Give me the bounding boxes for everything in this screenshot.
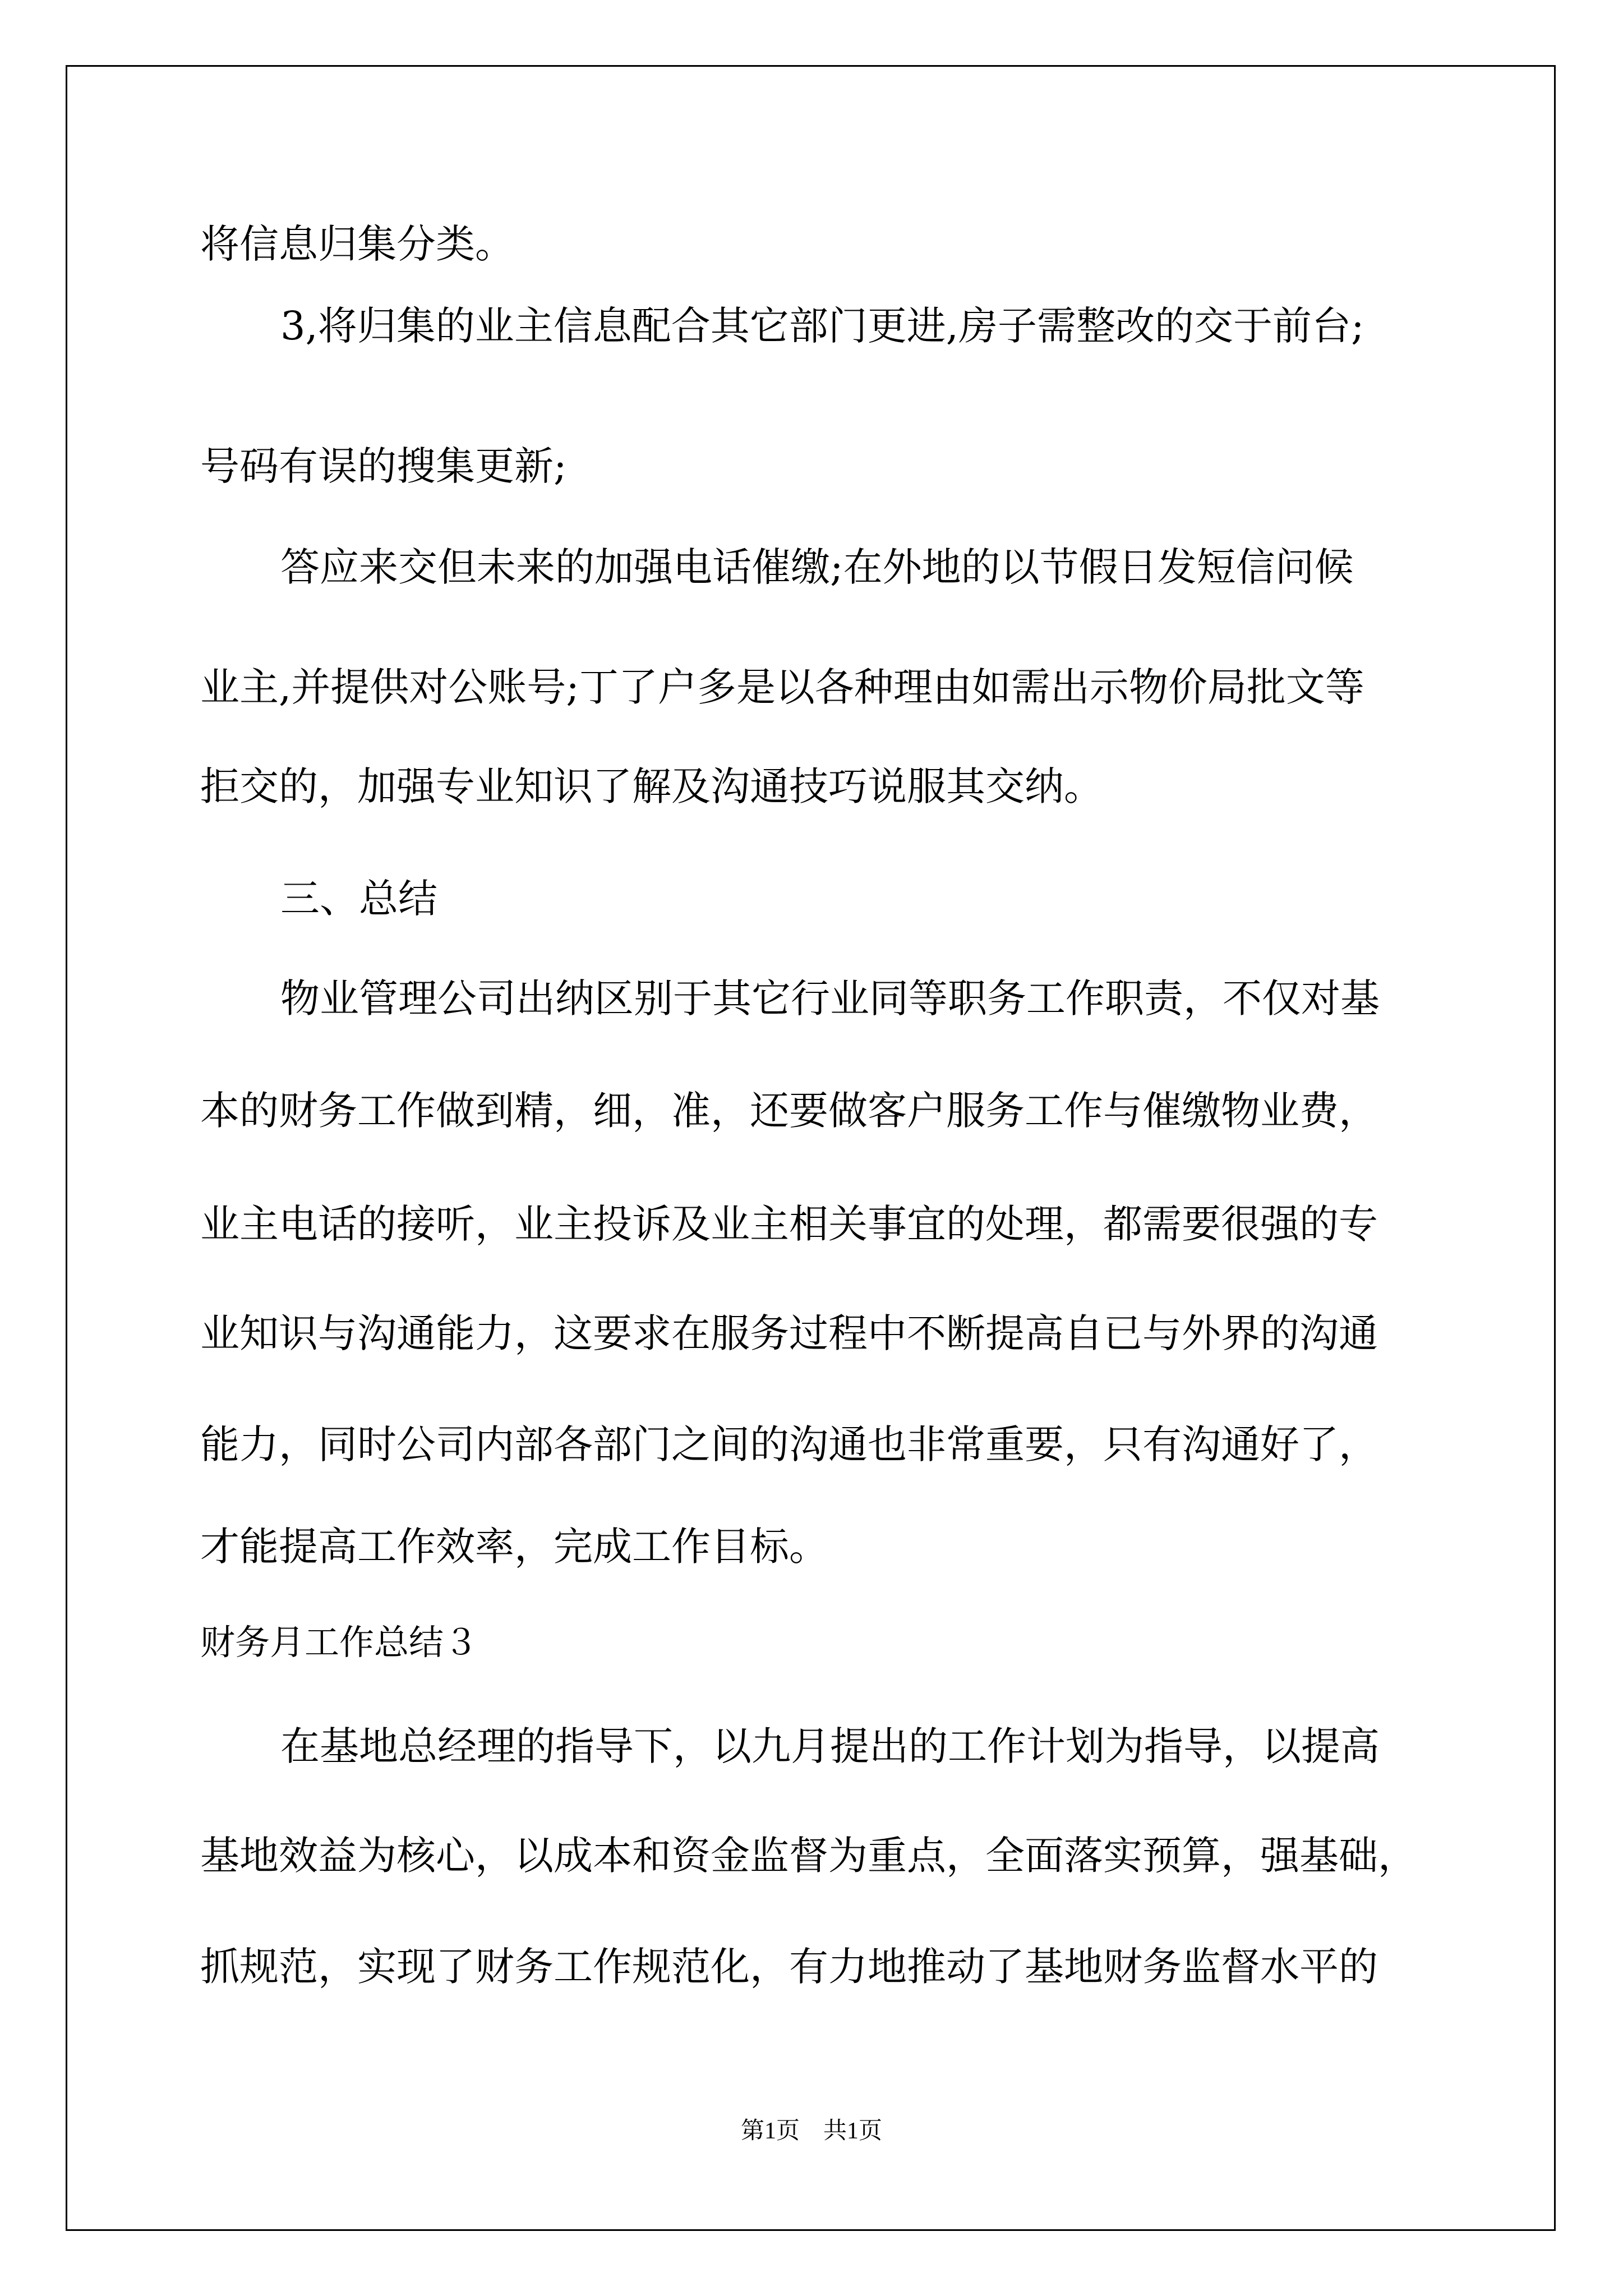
body-line-10: 业知识与沟通能力，这要求在服务过程中不断提高自已与外界的沟通 — [200, 1310, 1378, 1356]
page-border — [66, 65, 1556, 2231]
section-title-monthly-summary-3: 财务月工作总结３ — [200, 1622, 479, 1663]
body-line-7: 物业管理公司出纳区别于其它行业同等职务工作职责，不仅对基 — [280, 976, 1380, 1022]
body-line-6: 拒交的，加强专业知识了解及沟通技巧说服其交纳。 — [200, 763, 1103, 809]
body-line-3: 号码有误的搜集更新; — [200, 443, 567, 489]
page-footer: 第1页 共1页 — [740, 2118, 882, 2144]
body-line-13: 在基地总经理的指导下，以九月提出的工作计划为指导，以提高 — [280, 1723, 1380, 1769]
body-line-12: 才能提高工作效率，完成工作目标。 — [200, 1524, 828, 1570]
body-line-2: 3,将归集的业主信息配合其它部门更进,房子需整改的交于前台; — [280, 303, 1364, 349]
body-line-11: 能力，同时公司内部各部门之间的沟通也非常重要，只有沟通好了， — [200, 1421, 1378, 1467]
body-line-5: 业主,并提供对公账号;丁了户多是以各种理由如需出示物价局批文等 — [200, 664, 1364, 710]
body-line-15: 抓规范，实现了财务工作规范化，有力地推动了基地财务监督水平的 — [200, 1944, 1378, 1990]
body-line-9: 业主电话的接听，业主投诉及业主相关事宜的处理，都需要很强的专 — [200, 1201, 1378, 1247]
body-line-14: 基地效益为核心，以成本和资金监督为重点，全面落实预算，强基础， — [200, 1833, 1417, 1879]
body-line-1: 将信息归集分类。 — [200, 221, 514, 267]
body-line-4: 答应来交但未来的加强电话催缴;在外地的以节假日发短信问候 — [280, 544, 1354, 590]
section-heading-summary: 三、总结 — [280, 876, 437, 922]
body-line-8: 本的财务工作做到精，细，准，还要做客户服务工作与催缴物业费， — [200, 1088, 1378, 1134]
